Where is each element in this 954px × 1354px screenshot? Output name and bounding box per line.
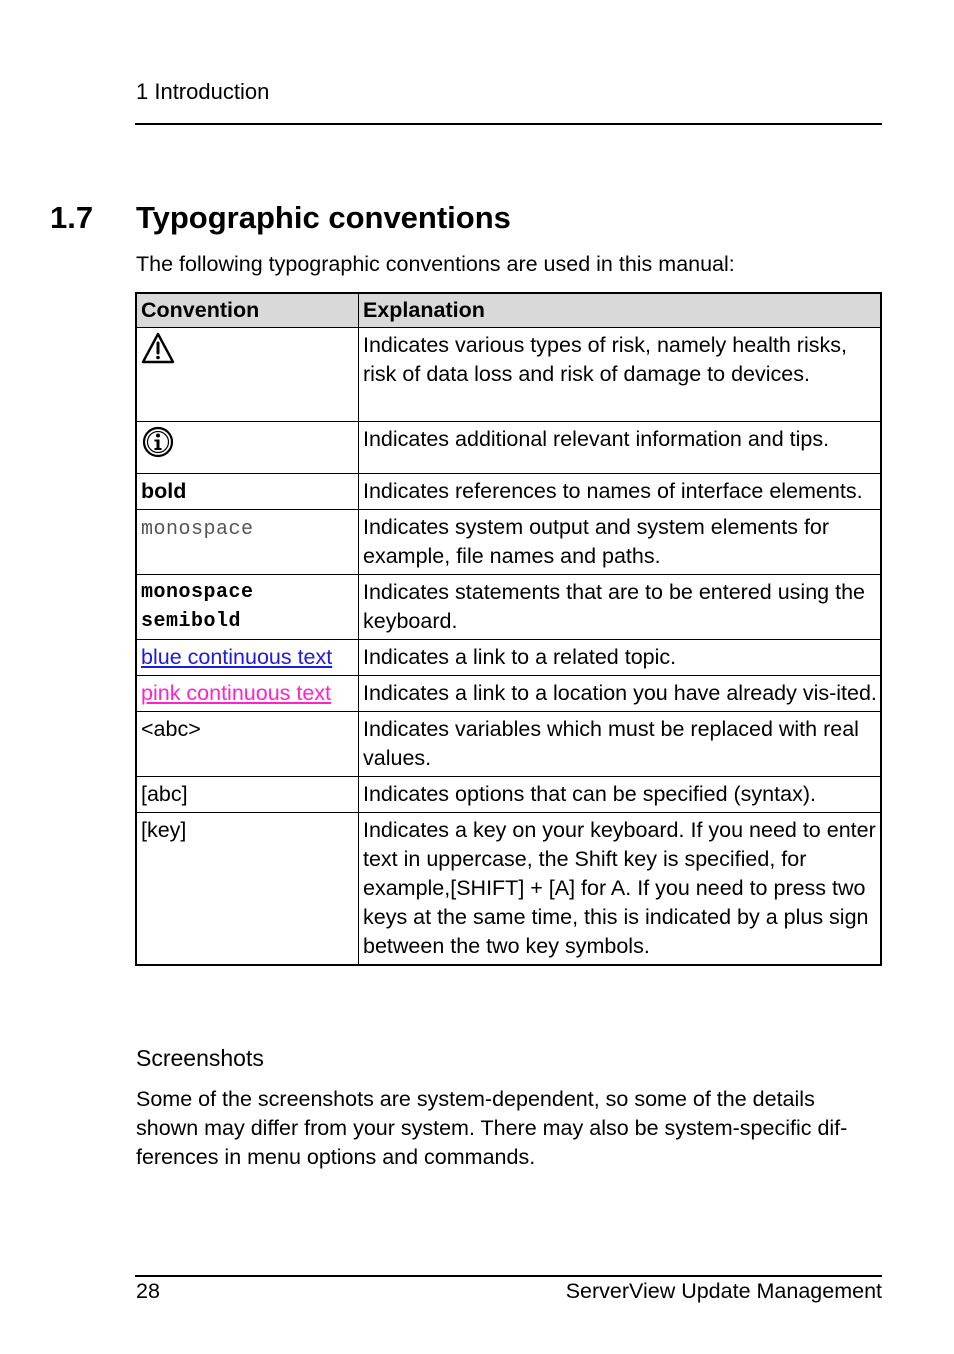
explanation-cell: Indicates references to names of interface elements. [359, 474, 882, 510]
convention-cell [136, 510, 359, 575]
convention-cell [136, 422, 359, 474]
page-number: 28 [136, 1279, 160, 1303]
explanation-cell: Indicates options that can be specified (syntax). [359, 777, 882, 813]
table-header-row [136, 293, 881, 328]
convention-cell: [key] [136, 813, 359, 966]
monospace-semibold-example-line2: semibold [141, 610, 242, 633]
explanation-cell: Indicates additional relevant information and tips. [359, 422, 882, 474]
bold-example: bold [141, 479, 187, 503]
pink-link-example[interactable]: pink continuous text [141, 681, 332, 705]
table-row [136, 474, 881, 510]
convention-cell [136, 676, 359, 712]
column-header-explanation: Explanation [359, 293, 882, 328]
explanation-cell: Indicates various types of risk, namely health risks, risk of data loss and risk of damage to devices. [359, 328, 882, 422]
convention-cell: <abc> [136, 712, 359, 777]
explanation-cell: Indicates a link to a location you have already vis-ited. [359, 676, 882, 712]
screenshots-heading: Screenshots [136, 1045, 264, 1071]
convention-cell [136, 640, 359, 676]
info-icon [141, 425, 355, 459]
intro-text: The following typographic conventions are used in this manual: [136, 252, 735, 276]
footer-rule [135, 1275, 882, 1277]
explanation-cell: Indicates statements that are to be entered using the keyboard. [359, 575, 882, 640]
footer-title: ServerView Update Management [565, 1279, 882, 1303]
convention-cell [136, 328, 359, 422]
blue-link-example[interactable]: blue continuous text [141, 645, 333, 669]
monospace-semibold-example-line1: monospace [141, 581, 254, 604]
table-row [136, 422, 881, 474]
table-row [136, 813, 881, 966]
explanation-cell: Indicates system output and system elements for example, file names and paths. [359, 510, 882, 575]
convention-cell: [abc] [136, 777, 359, 813]
conventions-table [135, 292, 882, 966]
section-title: Typographic conventions [136, 200, 511, 235]
table-row [136, 676, 881, 712]
screenshots-paragraph: Some of the screenshots are system-dependent, so some of the details shown may differ from your system. There may also be system-specific dif-ferences in menu options and commands. [136, 1087, 848, 1169]
column-header-convention: Convention [136, 293, 359, 328]
monospace-example: monospace [141, 518, 254, 541]
section-number: 1.7 [50, 200, 94, 235]
explanation-cell: Indicates a key on your keyboard. If you need to enter text in uppercase, the Shift key is specified, for example,[SHIFT] + [A] for A. If you need to press two keys at the same time, this is indicated by a plus sign between the two key symbols. [359, 813, 882, 966]
table-row [136, 575, 881, 640]
warning-triangle-icon [141, 331, 355, 365]
table-row [136, 640, 881, 676]
table-row [136, 712, 881, 777]
explanation-cell: Indicates variables which must be replaced with real values. [359, 712, 882, 777]
explanation-cell: Indicates a link to a related topic. [359, 640, 882, 676]
convention-cell [136, 474, 359, 510]
running-header: 1 Introduction [136, 79, 270, 104]
table-row [136, 777, 881, 813]
table-row [136, 510, 881, 575]
table-row [136, 328, 881, 422]
convention-cell [136, 575, 359, 640]
header-rule [135, 123, 882, 125]
